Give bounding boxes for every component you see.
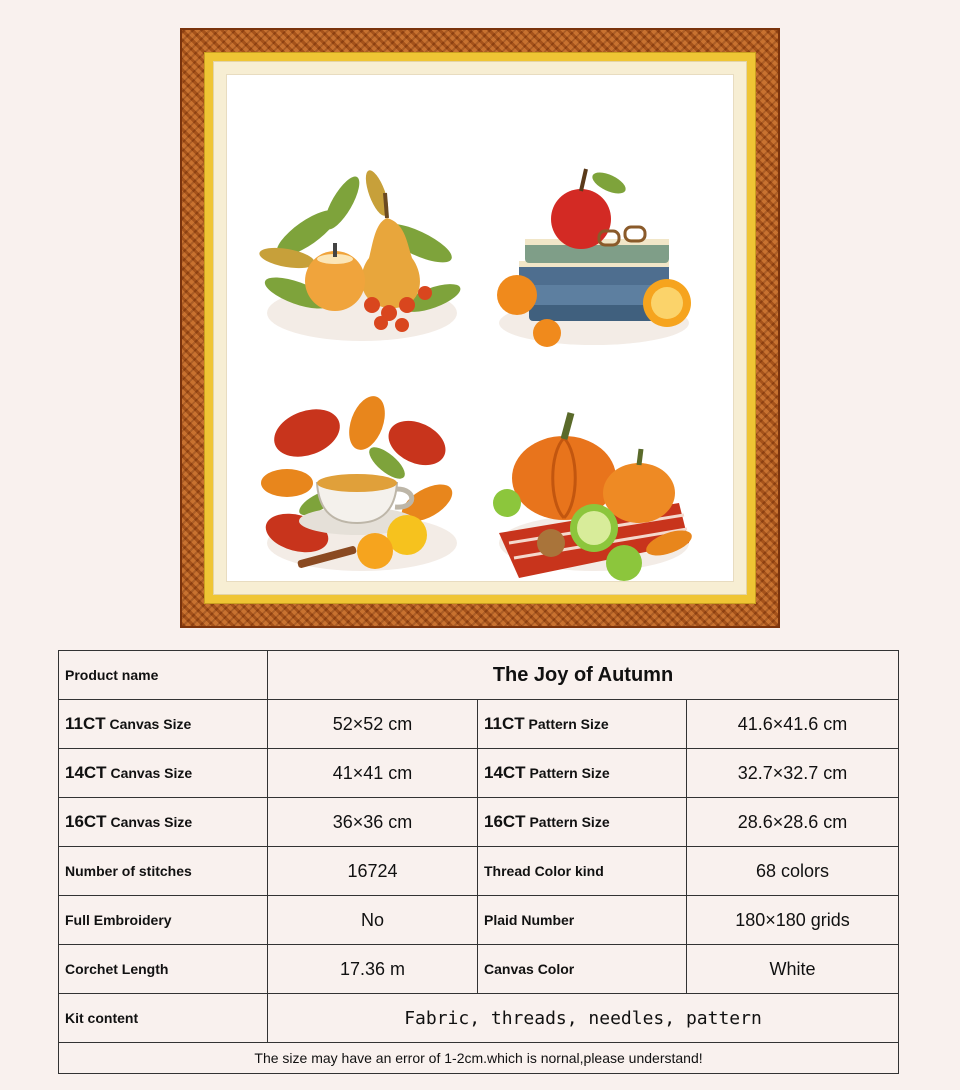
embroidery-canvas [226,74,734,582]
cream-mat [213,61,747,595]
canvas-color-label: Canvas Color [478,945,687,994]
product-name-label: Product name [59,651,268,700]
plaid-number-label: Plaid Number [478,896,687,945]
canvas-size-value: 41×41 cm [268,749,478,798]
tea-cup-motif [257,393,467,583]
gold-mat [204,52,756,604]
stitches-value: 16724 [268,847,478,896]
table-row [59,798,899,847]
product-name-value: The Joy of Autumn [268,651,899,700]
table-row [59,847,899,896]
canvas-size-label: 16CT Canvas Size [59,798,268,847]
pattern-size-label: 16CT Pattern Size [478,798,687,847]
table-row [59,994,899,1043]
pattern-size-label: 11CT Pattern Size [478,700,687,749]
pattern-size-value: 28.6×28.6 cm [687,798,899,847]
pumpkin-motif [489,393,699,583]
spec-table [58,650,899,1074]
canvas-size-label: 11CT Canvas Size [59,700,268,749]
canvas-color-value: White [687,945,899,994]
crochet-length-label: Corchet Length [59,945,268,994]
pear-candle-motif [257,163,467,353]
table-row [59,651,899,700]
canvas-size-value: 52×52 cm [268,700,478,749]
canvas-size-label: 14CT Canvas Size [59,749,268,798]
thread-color-value: 68 colors [687,847,899,896]
table-row [59,749,899,798]
table-row [59,700,899,749]
table-row [59,945,899,994]
crochet-length-value: 17.36 m [268,945,478,994]
table-row [59,896,899,945]
pattern-size-value: 41.6×41.6 cm [687,700,899,749]
full-embroidery-label: Full Embroidery [59,896,268,945]
plaid-number-value: 180×180 grids [687,896,899,945]
full-embroidery-value: No [268,896,478,945]
pattern-size-value: 32.7×32.7 cm [687,749,899,798]
thread-color-label: Thread Color kind [478,847,687,896]
size-error-note: The size may have an error of 1-2cm.which is nornal,please understand! [59,1043,899,1074]
table-row [59,1043,899,1074]
picture-frame [180,28,780,628]
stitches-label: Number of stitches [59,847,268,896]
pattern-size-label: 14CT Pattern Size [478,749,687,798]
kit-content-value: Fabric, threads, needles, pattern [268,994,899,1043]
apple-books-motif [489,163,699,353]
kit-content-label: Kit content [59,994,268,1043]
canvas-size-value: 36×36 cm [268,798,478,847]
